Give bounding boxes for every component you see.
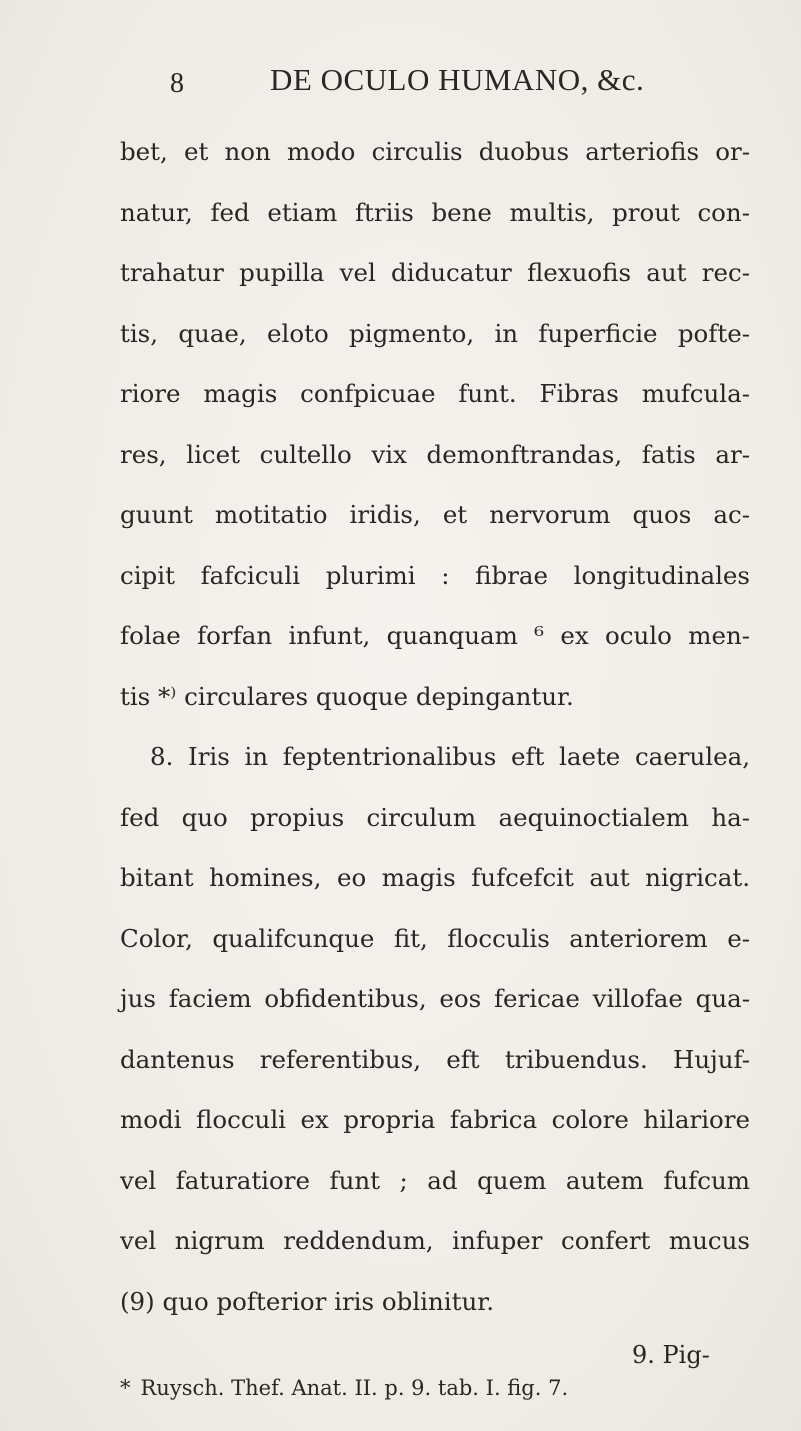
text-line: modi flocculi ex propria fabrica colore hilariore [120, 1105, 750, 1134]
text-line: vel nigrum reddendum, infuper confert mucus [120, 1226, 750, 1255]
text-line: bet, et non modo circulis duobus arteriofis or- [120, 137, 750, 166]
page-header [170, 62, 690, 114]
text-line: folae forfan infunt, quanquam ⁶ ex oculo men- [120, 621, 750, 650]
text-line: riore magis confpicuae funt. Fibras mufcula- [120, 379, 750, 408]
running-head: DE OCULO HUMANO, &c. [270, 62, 645, 97]
text-line: guunt motitatio iridis, et nervorum quos ac- [120, 500, 750, 529]
text-line: tis *⁾ circulares quoque depingantur. [120, 681, 574, 711]
text-line: res, licet cultello vix demonftrandas, fatis ar- [120, 439, 750, 469]
text-line: 8. Iris in feptentrionalibus eft laete caerulea, [150, 742, 750, 771]
text-line: natur, fed etiam ftriis bene multis, prout con- [120, 197, 750, 227]
text-line: vel faturatiore funt ; ad quem autem fufcum [120, 1165, 750, 1195]
text-line: bitant homines, eo magis fufcefcit aut nigricat. [120, 863, 750, 892]
catchword: 9. Pig- [632, 1341, 710, 1369]
body-text [120, 122, 750, 1332]
text-line: cipit fafciculi plurimi : fibrae longitudinales [120, 560, 750, 590]
text-line: trahatur pupilla vel diducatur flexuofis aut rec- [120, 258, 750, 287]
text-line: tis, quae, eloto pigmento, in fuperficie pofte- [120, 318, 750, 348]
footnote [120, 1376, 568, 1400]
text-line: Color, qualifcunque fit, flocculis anteriorem e- [120, 923, 750, 953]
text-line: (9) quo pofterior iris oblinitur. [120, 1286, 495, 1316]
page-number: 8 [170, 68, 184, 99]
footnote-text: Ruysch. Thef. Anat. II. p. 9. tab. I. fig. 7. [140, 1376, 569, 1400]
text-line: jus faciem obfidentibus, eos fericae villofae qua- [120, 984, 750, 1013]
text-line: dantenus referentibus, eft tribuendus. Hujuf- [120, 1044, 750, 1074]
text-line: fed quo propius circulum aequinoctialem ha- [120, 802, 750, 832]
footnote-mark: * [120, 1376, 131, 1400]
